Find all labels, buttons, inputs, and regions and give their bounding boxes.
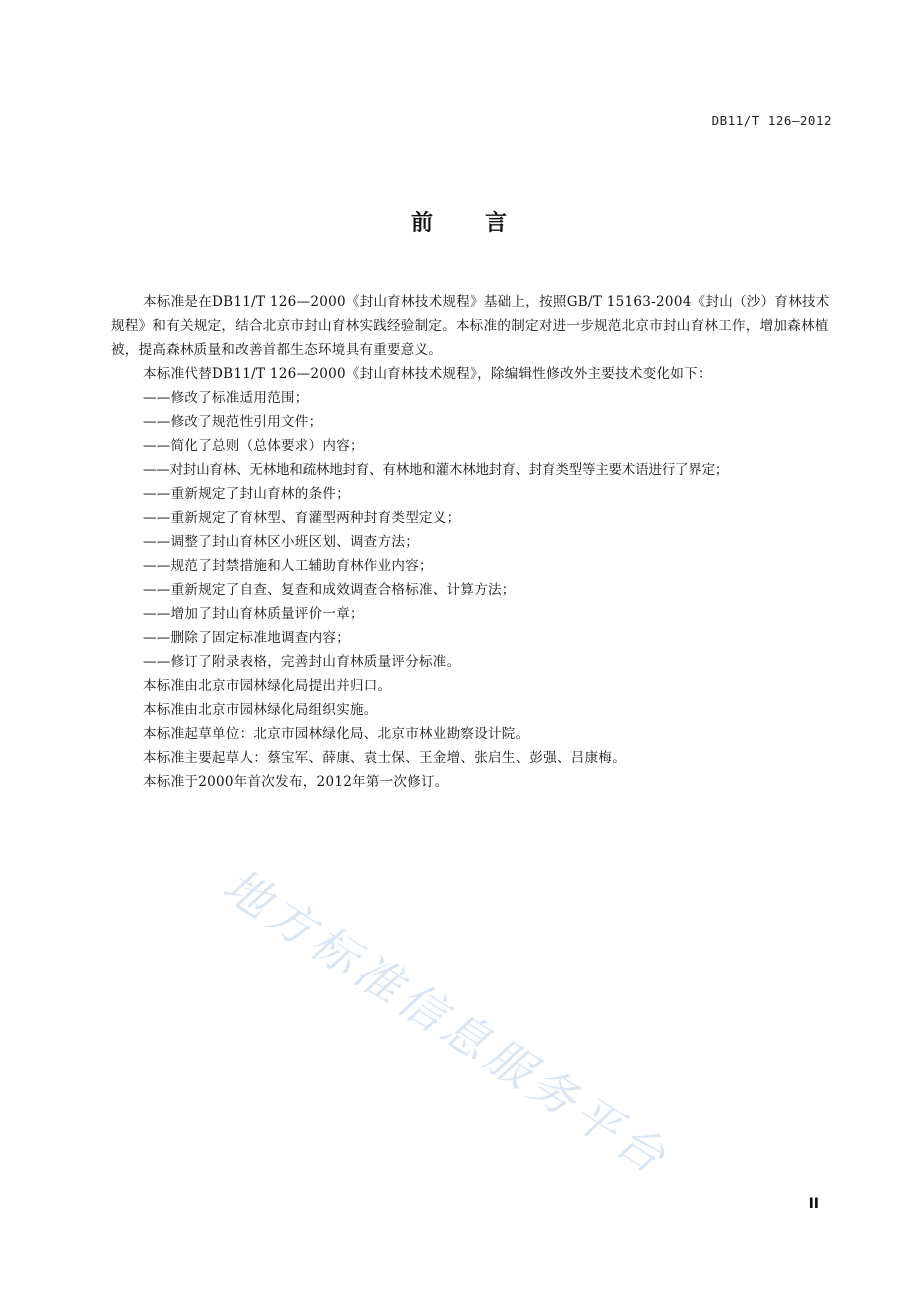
change-item: ——删除了固定标准地调查内容； <box>143 630 350 646</box>
change-item: ——重新规定了封山育林的条件； <box>143 486 350 502</box>
replaces-paragraph: 本标准代替DB11/T 126—2000《封山育林技术规程》，除编辑性修改外主要技术变化如下： <box>143 366 712 382</box>
change-item: ——修订了附录表格，完善封山育林质量评分标准。 <box>143 654 461 670</box>
change-item: ——重新规定了育林型、育灌型两种封育类型定义； <box>143 510 461 526</box>
change-item: ——规范了封禁措施和人工辅助育林作业内容； <box>143 558 433 574</box>
change-item: ——重新规定了自查、复查和成效调查合格标准、计算方法； <box>143 582 516 598</box>
change-item: ——简化了总则（总体要求）内容； <box>143 438 364 454</box>
change-item: ——调整了封山育林区小班区划、调查方法； <box>143 534 419 550</box>
watermark: 地方标准信息服务平台 <box>213 857 680 1187</box>
closing-line: 本标准由北京市园林绿化局提出并归口。 <box>143 678 392 694</box>
closing-line: 本标准主要起草人：蔡宝军、薛康、袁士保、王金增、张启生、彭强、吕康梅。 <box>143 750 626 766</box>
foreword-body <box>111 290 831 794</box>
page-title <box>0 206 920 237</box>
change-item: ——对封山育林、无林地和疏林地封育、有林地和灌木林地封育、封育类型等主要术语进行了界定； <box>143 462 729 478</box>
title-char-1: 前 <box>410 211 435 236</box>
intro-paragraph: 本标准是在DB11/T 126—2000《封山育林技术规程》基础上，按照GB/T 15163-2004《封山（沙）育林技术规程》和有关规定，结合北京市封山育林实践经验制定。本标准的制定对进一步规范北京市封山育林工作，增加森林植被，提高森林质量和改善首都生态环境具有重要意义。 <box>111 294 830 358</box>
closing-line: 本标准起草单位：北京市园林绿化局、北京市林业勘察设计院。 <box>143 726 530 742</box>
page-number: II <box>808 1196 819 1212</box>
closing-line: 本标准由北京市园林绿化局组织实施。 <box>143 702 378 718</box>
title-char-2: 言 <box>485 211 510 236</box>
change-item: ——修改了标准适用范围； <box>143 390 309 406</box>
change-item: ——修改了规范性引用文件； <box>143 414 323 430</box>
closing-line: 本标准于2000年首次发布，2012年第一次修订。 <box>143 774 449 790</box>
document-code: DB11/T 126—2012 <box>711 113 832 128</box>
change-item: ——增加了封山育林质量评价一章； <box>143 606 364 622</box>
